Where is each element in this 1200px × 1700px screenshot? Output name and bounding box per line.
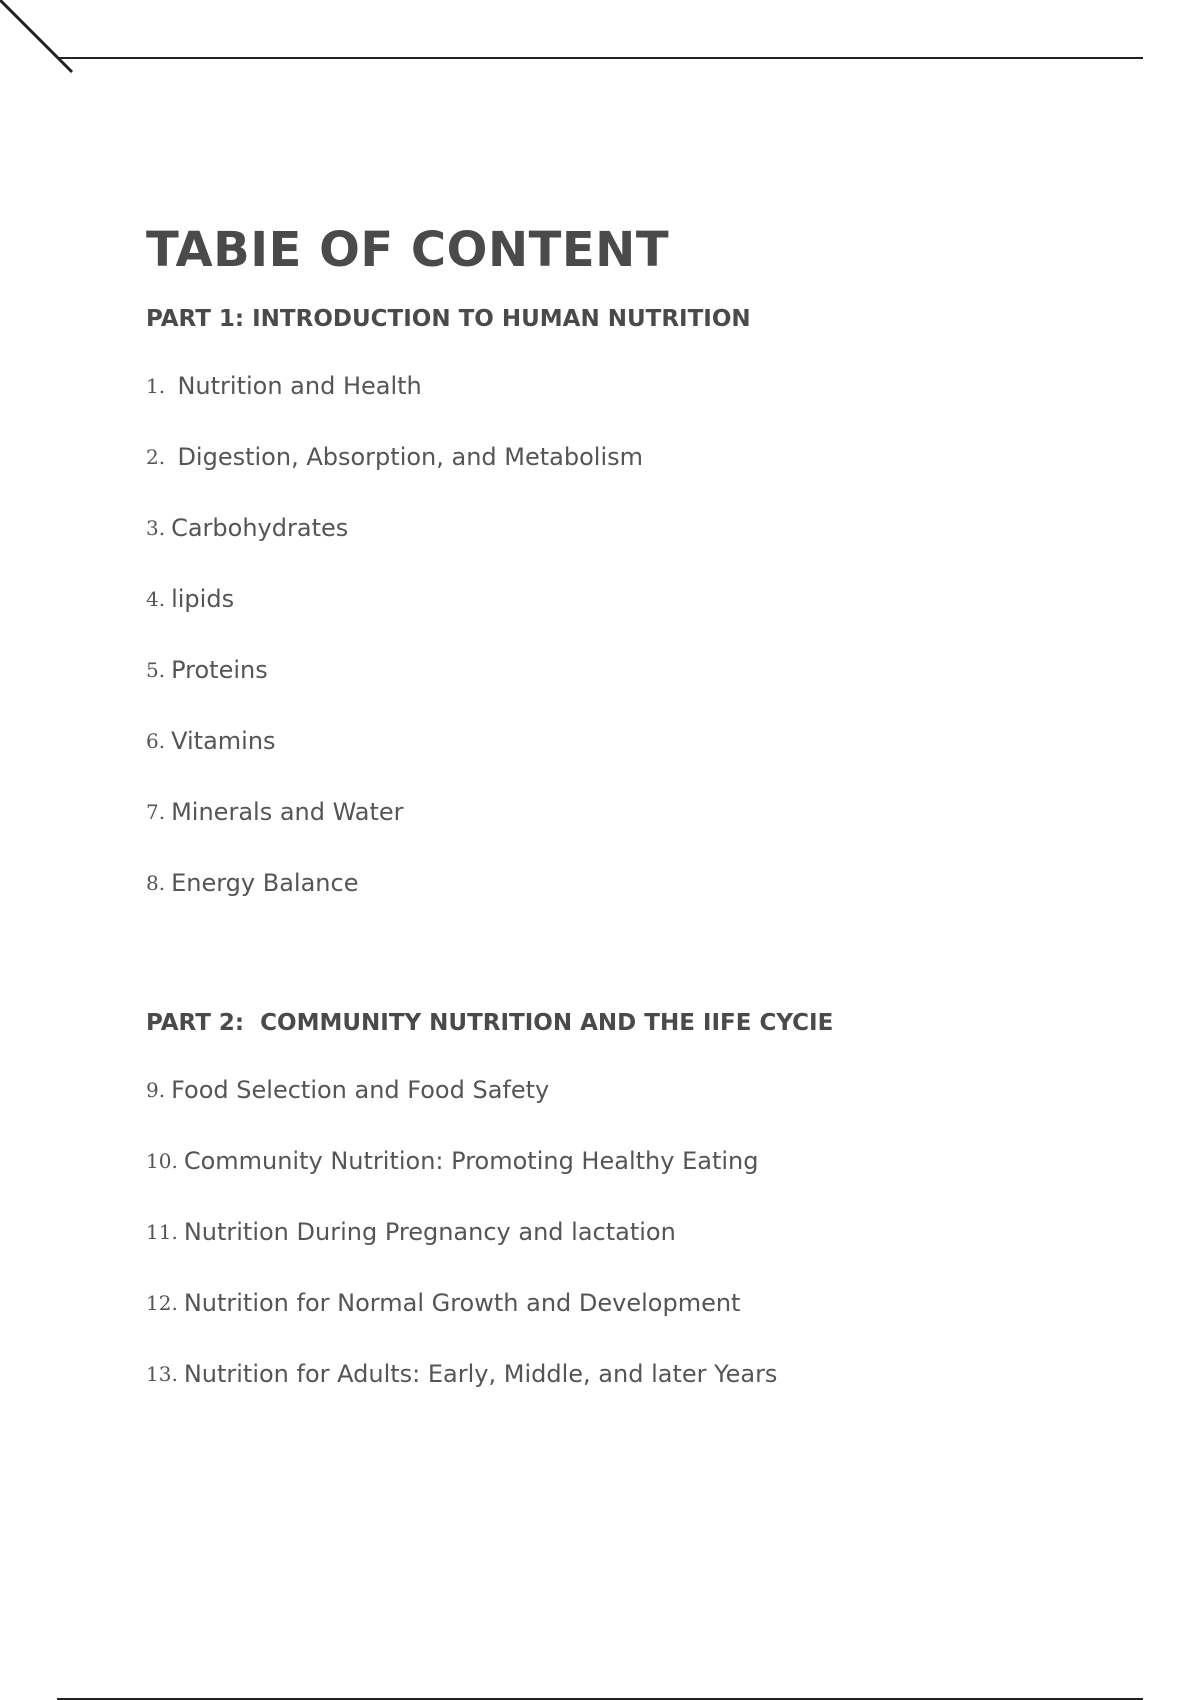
chapter-number: 13. (146, 1361, 178, 1386)
chapter-number: 5. (146, 657, 166, 682)
chapter-number: 2. (146, 444, 172, 469)
chapter-title: Minerals and Water (171, 797, 404, 826)
header-rule (57, 57, 1143, 59)
list-item (146, 1125, 1146, 1196)
chapter-number: 7. (146, 799, 166, 824)
list-item (146, 492, 1146, 563)
chapter-number: 10. (146, 1148, 178, 1173)
list-item (146, 776, 1146, 847)
chapter-number: 12. (146, 1290, 178, 1315)
chapter-title: Digestion, Absorption, and Metabolism (177, 442, 644, 471)
corner-crop-mark (0, 0, 80, 80)
chapter-number: 4. (146, 586, 166, 611)
chapter-title: Carbohydrates (171, 513, 349, 542)
list-item (146, 705, 1146, 776)
list-item (146, 847, 1146, 918)
chapter-title: Vitamins (171, 726, 276, 755)
chapter-number: 1. (146, 373, 172, 398)
chapter-number: 8. (146, 870, 166, 895)
chapter-title: Nutrition for Normal Growth and Development (183, 1288, 741, 1317)
chapter-title: Food Selection and Food Safety (171, 1075, 550, 1104)
chapter-number: 9. (146, 1077, 166, 1102)
chapter-title: Energy Balance (171, 868, 359, 897)
chapter-number: 11. (146, 1219, 178, 1244)
chapter-title: Nutrition During Pregnancy and lactation (183, 1217, 676, 1246)
toc-title: TABIE OF CONTENT (146, 222, 670, 278)
list-item (146, 563, 1146, 634)
part-2-chapter-list (146, 1054, 1146, 1409)
part-1-heading: PART 1: INTRODUCTION TO HUMAN NUTRITION (146, 306, 751, 332)
list-item (146, 1338, 1146, 1409)
chapter-title: Nutrition and Health (177, 371, 422, 400)
chapter-title: Proteins (171, 655, 268, 684)
part-2-heading: PART 2: COMMUNITY NUTRITION AND THE IIFE CYCIE (146, 1010, 834, 1036)
chapter-title: lipids (171, 584, 235, 613)
chapter-number: 6. (146, 728, 166, 753)
list-item (146, 634, 1146, 705)
list-item (146, 421, 1146, 492)
part-1-chapter-list (146, 350, 1146, 918)
list-item (146, 1054, 1146, 1125)
chapter-title: Community Nutrition: Promoting Healthy Eating (183, 1146, 759, 1175)
list-item (146, 1196, 1146, 1267)
list-item (146, 1267, 1146, 1338)
table-of-contents (146, 218, 1146, 1409)
list-item (146, 350, 1146, 421)
chapter-title: Nutrition for Adults: Early, Middle, and later Years (183, 1359, 778, 1388)
chapter-number: 3. (146, 515, 166, 540)
